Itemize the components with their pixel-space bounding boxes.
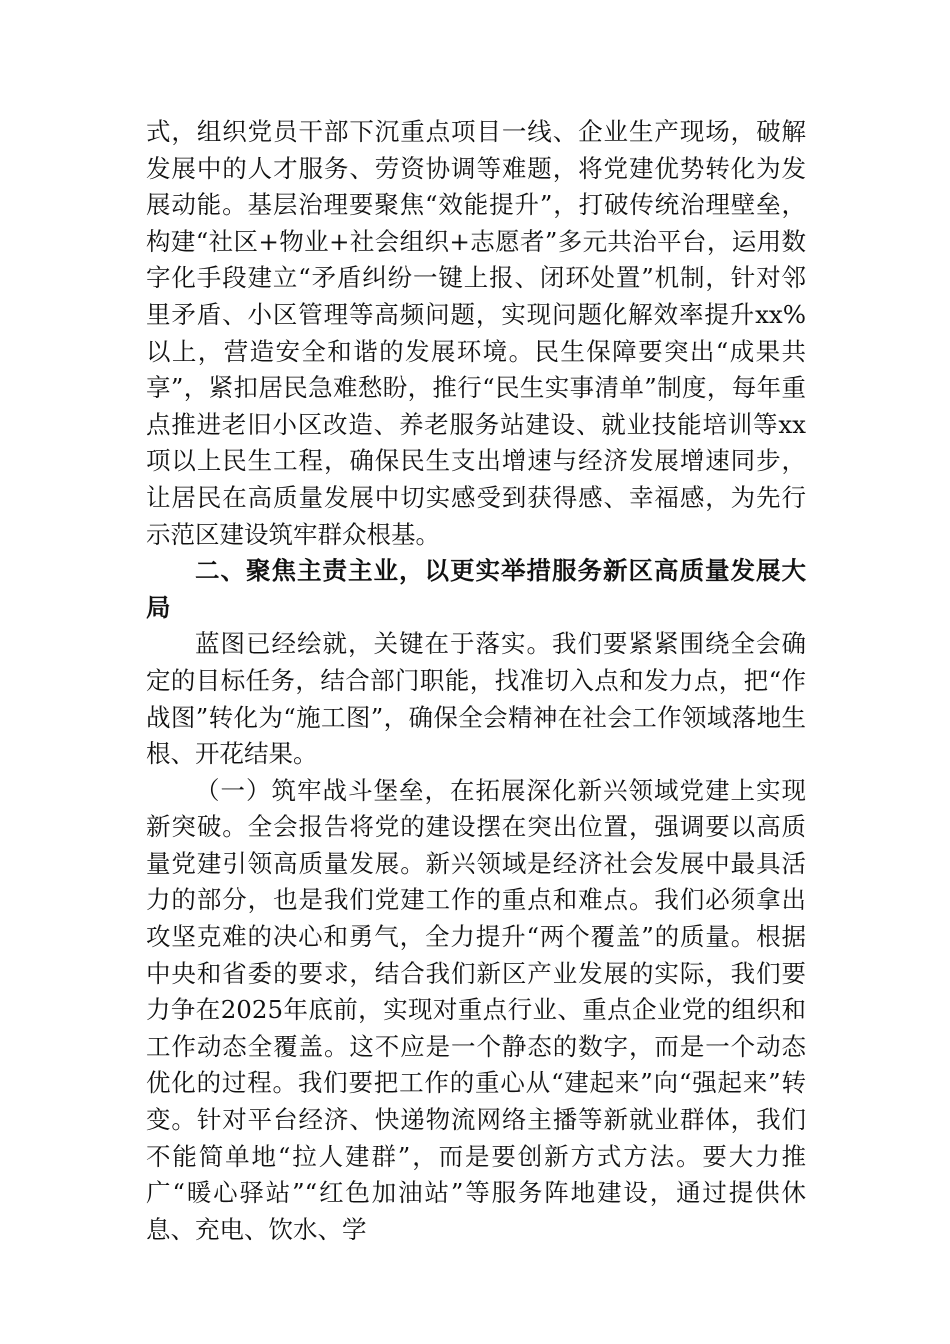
paragraph-point-one: （一）筑牢战斗堡垒，在拓展深化新兴领域党建上实现新突破。全会报告将党的建设摆在突出位置，强调要以高质量党建引领高质量发展。新兴领域是经济社会发展中最具活力的部分，也是我们党建工作的重点和难点。我们必须拿出攻坚克难的决心和勇气，全力提升“两个覆盖”的质量。根据中央和省委的要求，结合我们新区产业发展的实际，我们要力争在2025年底前，实现对重点行业、重点企业党的组织和工作动态全覆盖。这不应是一个静态的数字，而是一个动态优化的过程。我们要把工作的重心从“建起来”向“强起来”转变。针对平台经济、快递物流网络主播等新就业群体，我们不能简单地“拉人建群”，而是要创新方式方法。要大力推广“暖心驿站”“红色加油站”等服务阵地建设，通过提供休息、充电、饮水、学	[146, 775, 806, 1244]
document-body	[146, 114, 806, 1248]
paragraph-continued: 式，组织党员干部下沉重点项目一线、企业生产现场，破解发展中的人才服务、劳资协调等难题，将党建优势转化为发展动能。基层治理要聚焦“效能提升”，打破传统治理壁垒，构建“社区+物业+社会组织+志愿者”多元共治平台，运用数字化手段建立“矛盾纠纷一键上报、闭环处置”机制，针对邻里矛盾、小区管理等高频问题，实现问题化解效率提升xx%以上，营造安全和谐的发展环境。民生保障要突出“成果共享”，紧扣居民急难愁盼，推行“民生实事清单”制度，每年重点推进老旧小区改造、养老服务站建设、就业技能培训等xx项以上民生工程，确保民生支出增速与经济发展增速同步，让居民在高质量发展中切实感受到获得感、幸福感，为先行示范区建设筑牢群众根基。	[146, 117, 806, 549]
section-heading: 二、聚焦主责主业，以更实举措服务新区高质量发展大局	[146, 556, 806, 622]
paragraph-intro: 蓝图已经绘就，关键在于落实。我们要紧紧围绕全会确定的目标任务，结合部门职能，找准切入点和发力点，把“作战图”转化为“施工图”，确保全会精神在社会工作领域落地生根、开花结果。	[146, 629, 806, 769]
